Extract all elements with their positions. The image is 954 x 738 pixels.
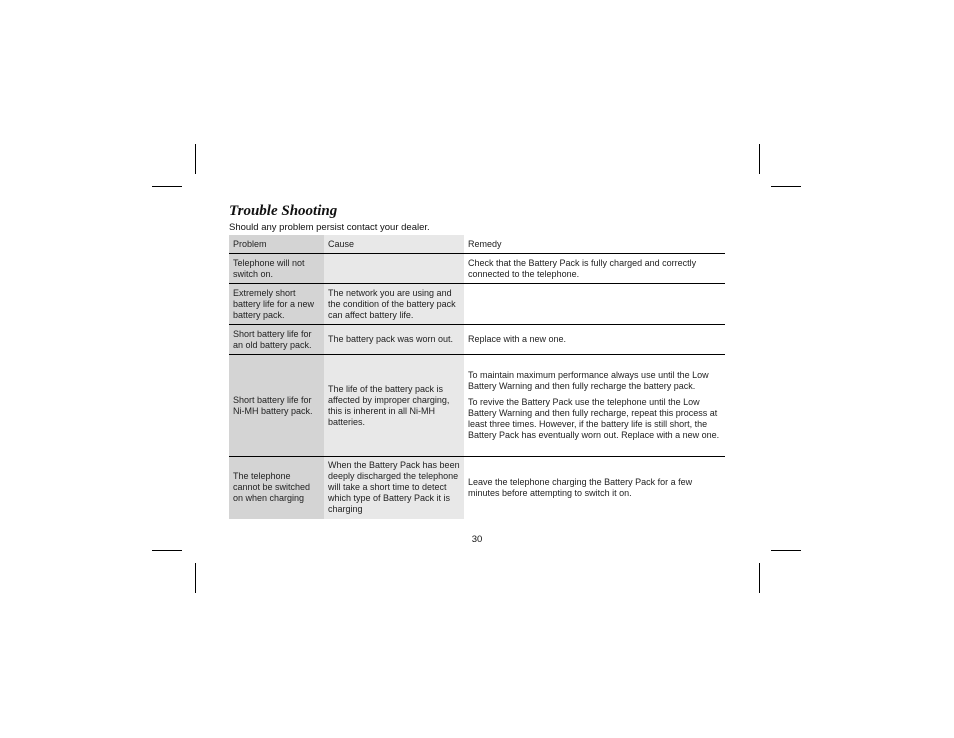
- remedy-paragraph: Check that the Battery Pack is fully charged and correctly connected to the telephone.: [468, 257, 697, 279]
- table-row: [229, 254, 725, 284]
- crop-mark-bottom-left-horizontal: [152, 550, 182, 551]
- page-number: 30: [471, 534, 483, 545]
- cause-cell: [324, 254, 464, 284]
- header-remedy: Remedy: [464, 235, 725, 254]
- remedy-paragraph: To maintain maximum performance always use until the Low Battery Warning and then fully recharge the battery pack.: [468, 370, 709, 391]
- remedy-cell: [464, 355, 725, 457]
- troubleshooting-table: [229, 235, 725, 519]
- crop-mark-top-right-vertical: [759, 144, 760, 174]
- header-problem: Problem: [229, 235, 324, 254]
- cause-cell: The battery pack was worn out.: [324, 325, 464, 355]
- problem-cell: Extremely short battery life for a new battery pack.: [229, 284, 324, 325]
- cause-cell: When the Battery Pack has been deeply discharged the telephone will take a short time to detect which type of Battery Pack it is charging: [324, 457, 464, 519]
- cause-cell: The life of the battery pack is affected by improper charging, this is inherent in all Ni-MH batteries.: [324, 355, 464, 457]
- remedy-paragraph: Replace with a new one.: [468, 334, 567, 344]
- table-row: [229, 457, 725, 519]
- cause-cell: The network you are using and the condition of the battery pack can affect battery life.: [324, 284, 464, 325]
- remedy-paragraph: Leave the telephone charging the Battery Pack for a few minutes before attempting to switch it on.: [468, 476, 693, 498]
- crop-mark-bottom-right-horizontal: [771, 550, 801, 551]
- table-row: [229, 355, 725, 457]
- remedy-cell: [464, 325, 725, 355]
- header-cause: Cause: [324, 235, 464, 254]
- crop-mark-top-left-vertical: [195, 144, 196, 174]
- problem-cell: The telephone cannot be switched on when charging: [229, 457, 324, 519]
- problem-cell: Short battery life for an old battery pack.: [229, 325, 324, 355]
- problem-cell: Short battery life for Ni-MH battery pack.: [229, 355, 324, 457]
- remedy-paragraph: To revive the Battery Pack use the telephone until the Low Battery Warning and then fully recharge, repeat this process at least three times. However, if the battery life is still short, the Battery Pack has eventually worn out. Replace with a new one.: [468, 397, 720, 440]
- remedy-cell: [464, 284, 725, 325]
- crop-mark-bottom-left-vertical: [195, 563, 196, 593]
- page-title: Trouble Shooting: [229, 203, 338, 219]
- table-row: [229, 325, 725, 355]
- remedy-cell: [464, 457, 725, 519]
- crop-mark-bottom-right-vertical: [759, 563, 760, 593]
- page-subtitle: Should any problem persist contact your dealer.: [229, 222, 430, 233]
- table-row: [229, 284, 725, 325]
- crop-mark-top-left-horizontal: [152, 186, 182, 187]
- remedy-cell: [464, 254, 725, 284]
- table-header-row: [229, 235, 725, 254]
- problem-cell: Telephone will not switch on.: [229, 254, 324, 284]
- crop-mark-top-right-horizontal: [771, 186, 801, 187]
